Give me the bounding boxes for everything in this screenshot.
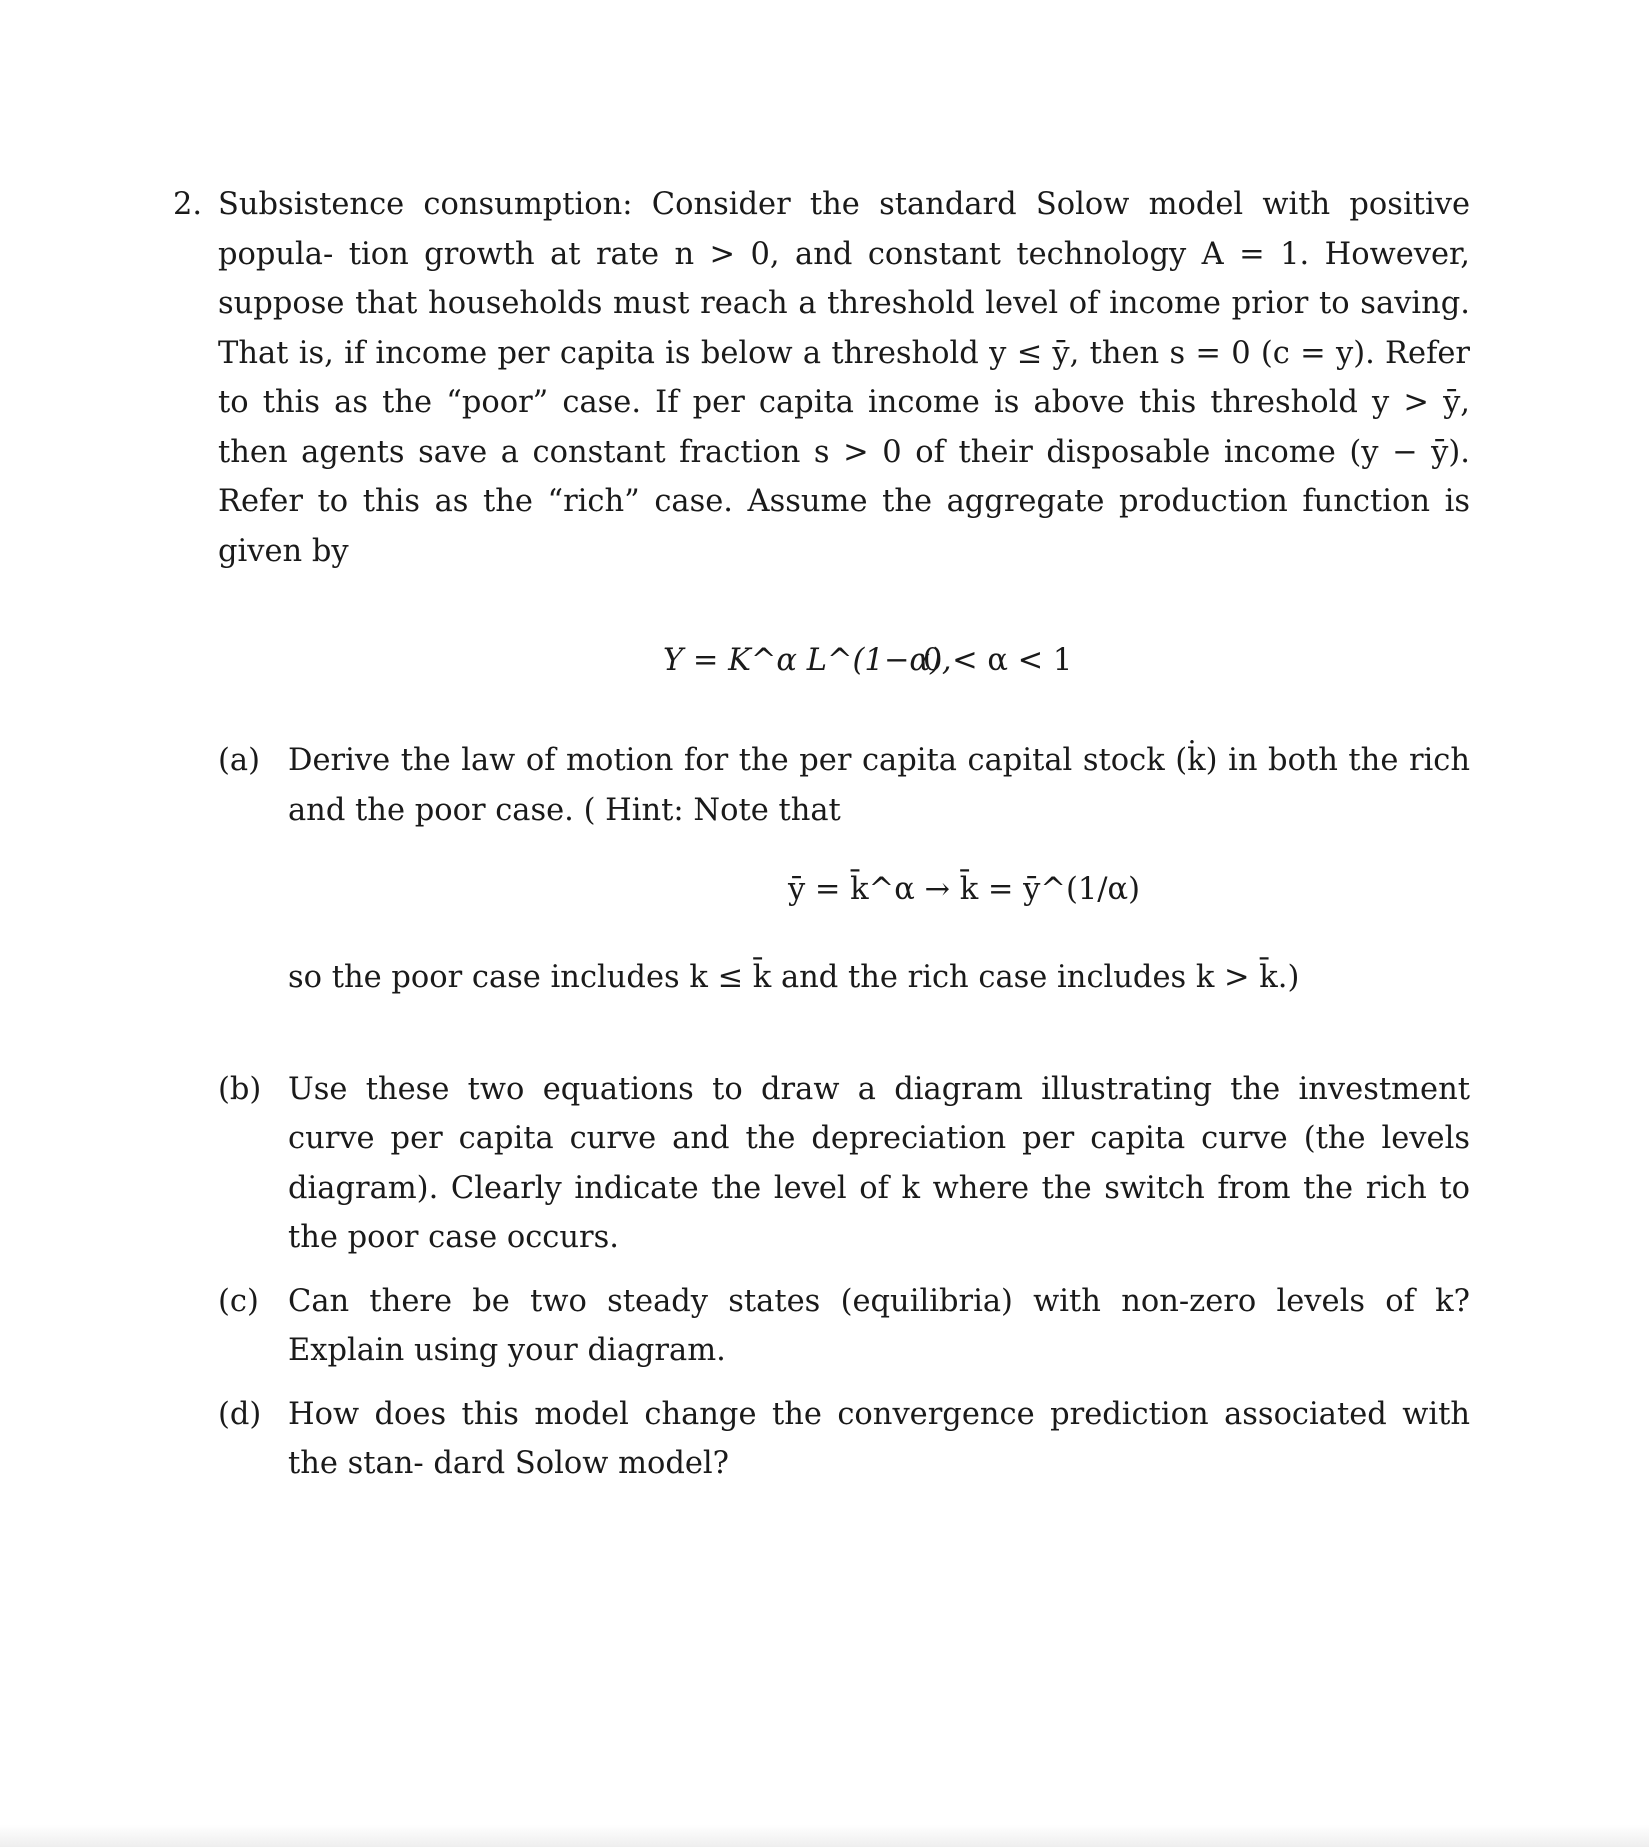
subparts bbox=[218, 736, 1470, 1489]
part-b-label: (b) bbox=[218, 1071, 262, 1107]
part-d bbox=[218, 1390, 1470, 1489]
hint-equation bbox=[288, 865, 1470, 925]
part-a-text: Derive the law of motion for the per capita capital stock (k̇) in both the rich and the poor case. ( Hint: Note that bbox=[288, 743, 1470, 828]
production-function-equation bbox=[218, 636, 1470, 686]
problem-intro: Subsistence consumption: Consider the standard Solow model with positive popula- tion growth at rate n > 0, and constant technology A = 1. However, suppose that households must reach a threshold level of income prior to saving. That is, if income per capita is below a threshold y ≤ ȳ, then s = 0 (c = y). Refer to this as the “poor” case. If per capita income is above this threshold y > ȳ, then agents save a constant fraction s > 0 of their disposable income (y − ȳ). Refer to this as the “rich” case. Assume the aggregate production function is given by bbox=[218, 187, 1470, 569]
hint-equation-text: ȳ = k̄^α → k̄ = ȳ^(1/α) bbox=[788, 872, 1141, 907]
problem-2 bbox=[173, 180, 1470, 1489]
part-c bbox=[218, 1277, 1470, 1376]
problem-number: 2. bbox=[173, 187, 203, 222]
part-d-label: (d) bbox=[218, 1396, 262, 1432]
part-a-label: (a) bbox=[218, 743, 260, 778]
part-d-text: How does this model change the convergence prediction associated with the stan- dard Solow model? bbox=[288, 1396, 1470, 1481]
production-condition: 0 < α < 1 bbox=[923, 643, 1073, 678]
part-c-label: (c) bbox=[218, 1283, 259, 1319]
part-a bbox=[218, 736, 1470, 1003]
production-function: Y = K^α L^(1−α), bbox=[663, 643, 952, 678]
part-b bbox=[218, 1065, 1470, 1263]
part-a-followup: so the poor case includes k ≤ k̄ and the rich case includes k > k̄.) bbox=[288, 960, 1300, 995]
part-c-text: Can there be two steady states (equilibria) with non-zero levels of k? Explain using your diagram. bbox=[288, 1283, 1470, 1368]
page-bottom-edge bbox=[0, 1825, 1649, 1847]
part-b-text: Use these two equations to draw a diagram illustrating the investment curve per capita curve and the depreciation per capita curve (the levels diagram). Clearly indicate the level of k where the switch from the rich to the poor case occurs. bbox=[288, 1071, 1470, 1255]
